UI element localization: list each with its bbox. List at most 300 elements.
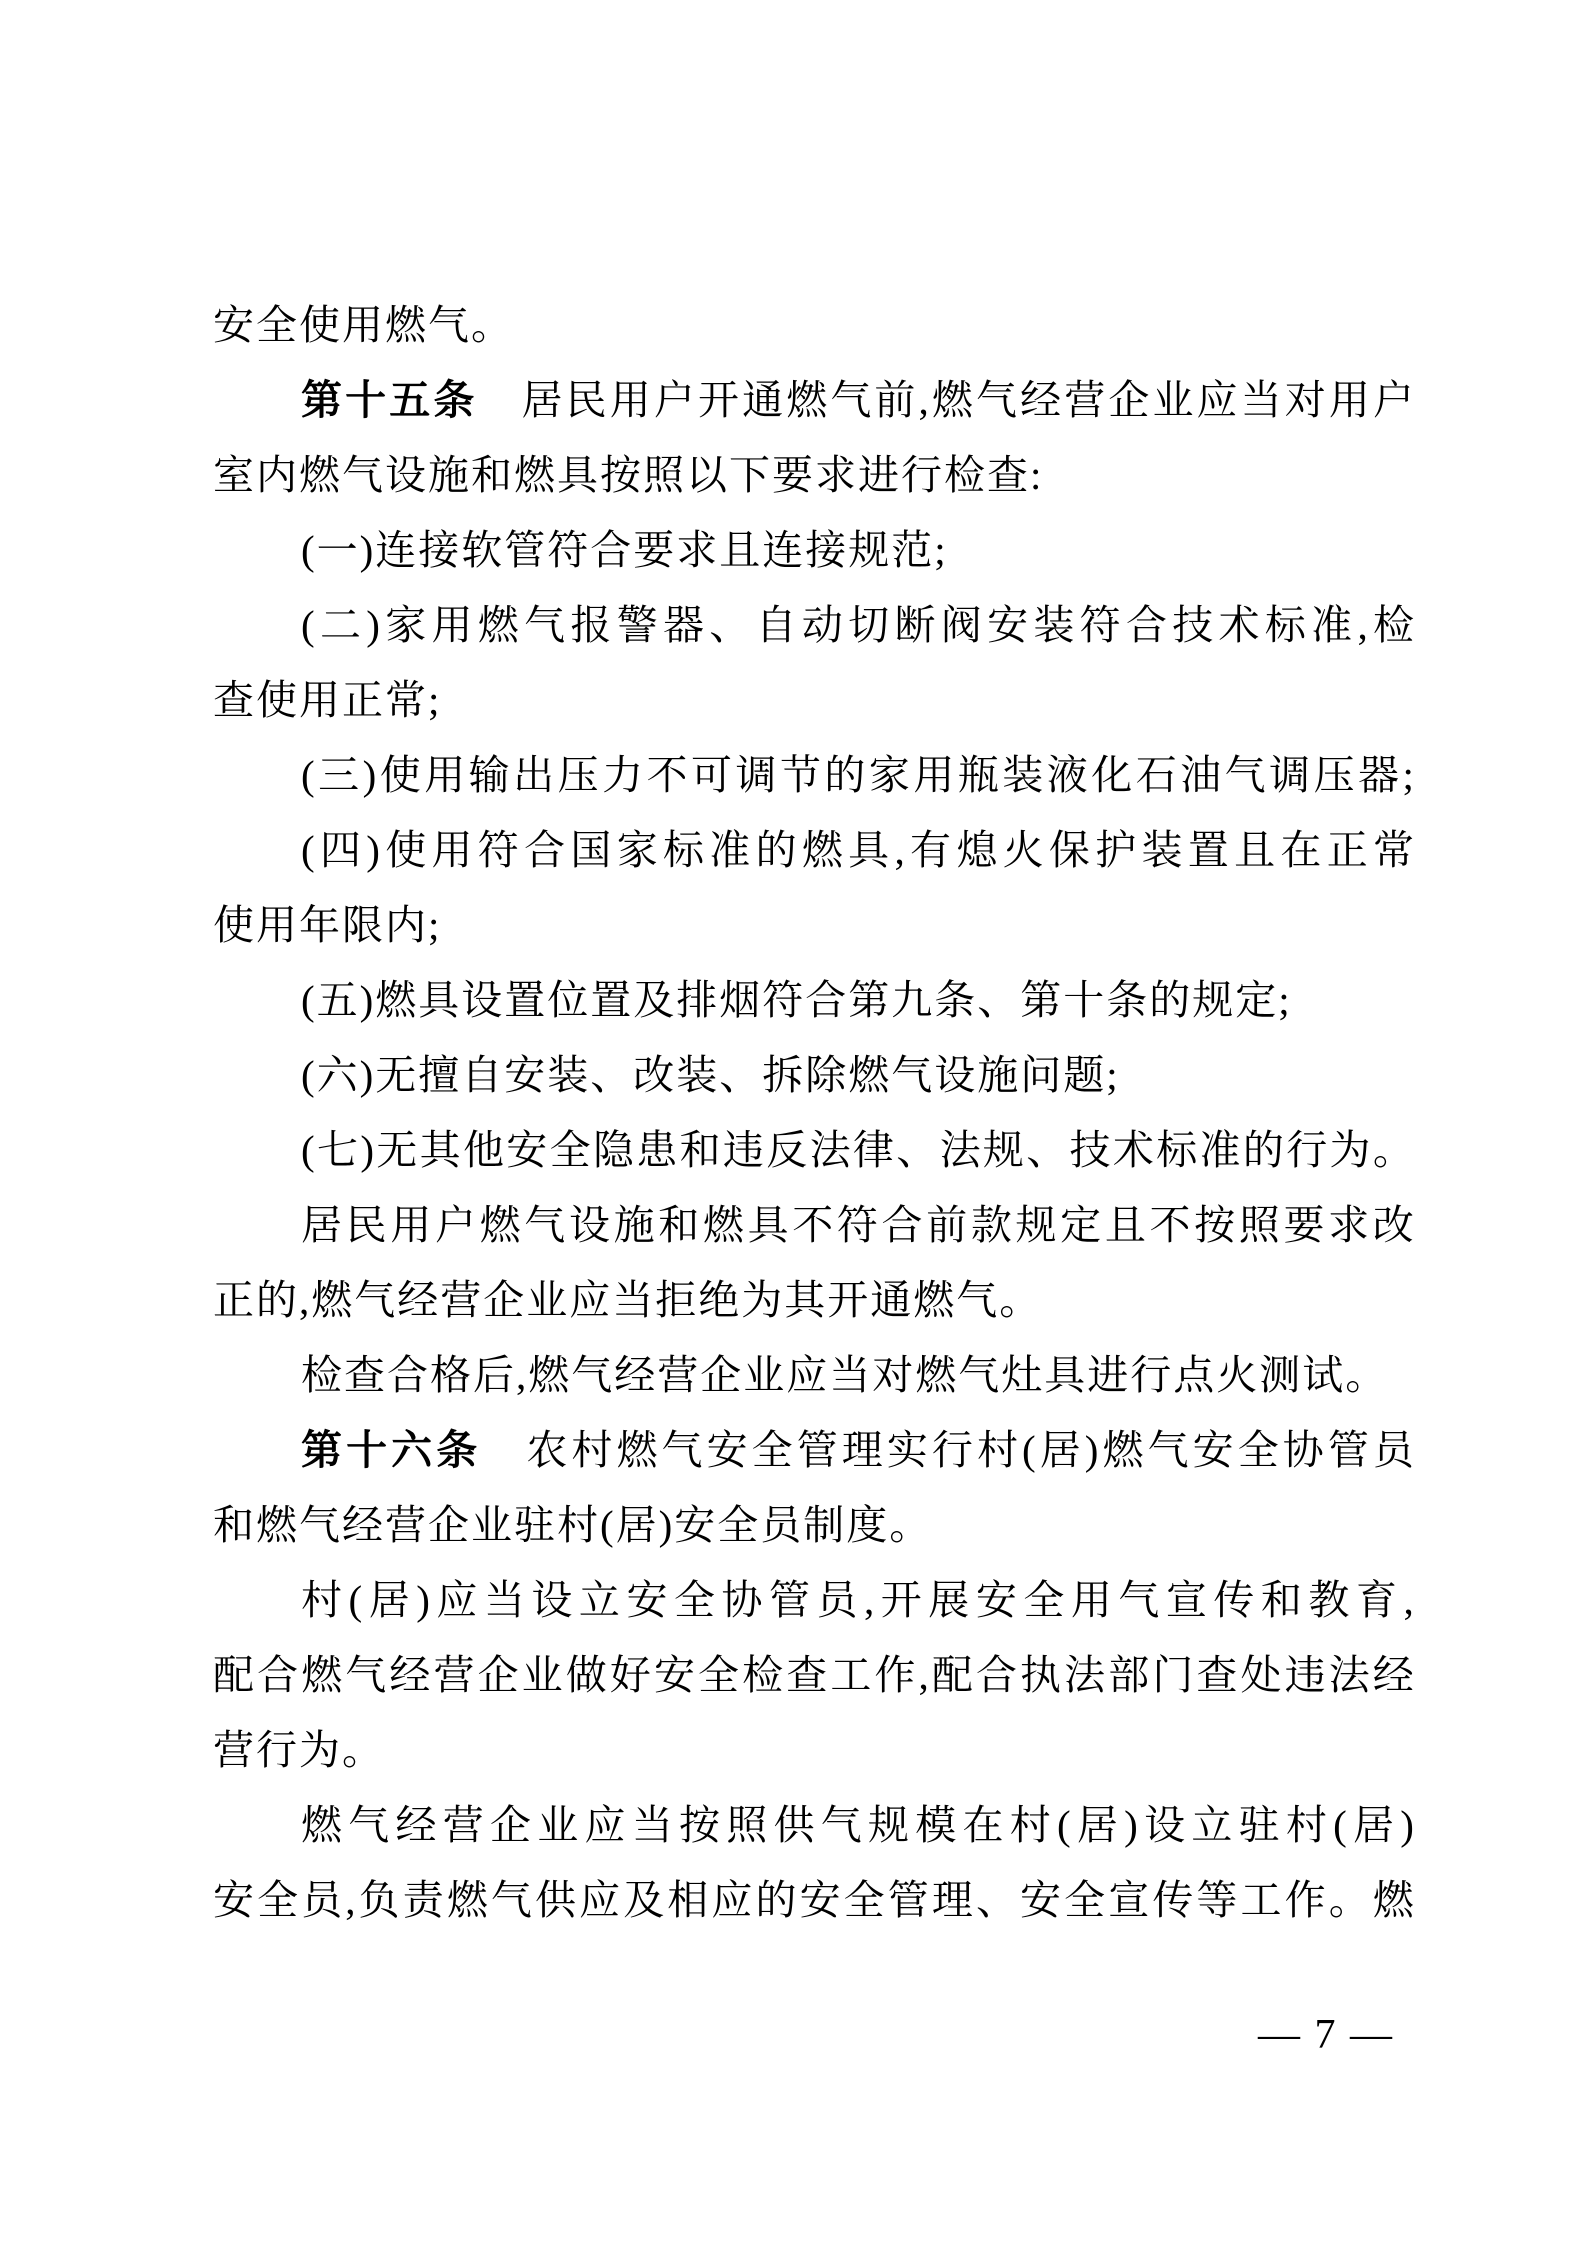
text-char: 使 [385,827,427,873]
text-char: 供 [773,1802,815,1848]
text-char: 安 [799,1877,841,1923]
text-char: 管 [887,1877,929,1923]
text-char: 应 [1196,377,1238,423]
text-char: 展 [928,1577,970,1623]
text-char: 检 [742,1652,784,1698]
text-line [213,1788,1414,1863]
text-char: 行 [1286,1127,1328,1173]
text-char: 符 [477,827,519,873]
text-char: 护 [1095,827,1137,873]
text-char: 宣 [1165,1577,1207,1623]
text-char: 业 [537,1802,579,1848]
text-char: 气 [1224,752,1266,798]
text-segment: 查使用正常; [213,677,442,723]
text-char: ) [362,752,377,798]
text-char: 应 [436,1577,478,1623]
text-char: 求 [1328,1202,1370,1248]
text-char: 民 [565,377,607,423]
text-char: 负 [358,1877,400,1923]
text-char: 全 [257,1877,299,1923]
text-char: 用 [609,377,651,423]
text-char: 力 [602,752,644,798]
text-char: 输 [468,752,510,798]
text-char: 居 [521,377,563,423]
text-line [213,363,1414,438]
text-char: 管 [768,1577,810,1623]
text-char: 技 [1172,602,1214,648]
text-char: 且 [1104,1202,1146,1248]
text-char: 器 [662,602,704,648]
text-char: 应 [579,1877,621,1923]
text-char: 安 [213,1877,254,1923]
text-line [213,1038,1414,1113]
text-char: 用 [390,1202,432,1248]
text-char: 企 [1108,377,1150,423]
text-char: 、 [975,1877,1017,1923]
text-char: 报 [570,602,612,648]
text-char: 技 [1069,1127,1111,1173]
text-char: 用 [424,752,466,798]
text-char: 液 [1046,752,1088,798]
text-char: 居 [1039,1427,1081,1473]
text-char: 四 [319,827,361,873]
text-char: 款 [970,1202,1012,1248]
text-char: 有 [910,827,952,873]
text-char: , [894,827,905,873]
text-char: 他 [462,1127,504,1173]
text-segment: (六)无擅自安装、改装、拆除燃气设施问题; [301,1052,1120,1098]
text-char: 调 [1269,752,1311,798]
text-char: 安 [506,1127,548,1173]
text-char: 户 [653,377,695,423]
text-char: 安 [1020,1877,1062,1923]
text-char: 家 [385,602,427,648]
text-char: 员 [301,1877,343,1923]
text-char: 责 [402,1877,444,1923]
page-number: — 7 — [1258,2012,1394,2058]
text-char: 立 [1191,1802,1233,1848]
text-char: 全 [698,1652,740,1698]
text-char: 不 [792,1202,834,1248]
text-char: 居 [1076,1802,1118,1848]
text-char: 律 [852,1127,894,1173]
text-line [213,1113,1414,1188]
text-char: 立 [578,1577,620,1623]
text-line [213,1863,1414,1938]
text-char: 营 [433,1652,475,1698]
text-line [213,663,1414,738]
text-char: 动 [801,602,843,648]
text-segment: 和燃气经营企业驻村(居)安全员制度。 [213,1502,933,1548]
text-char: 实 [886,1427,928,1473]
text-char: 合 [881,1202,923,1248]
text-line [213,1638,1414,1713]
text-char: 居 [301,1202,342,1248]
text-line [213,1563,1414,1638]
text-char: 气 [345,1652,387,1698]
text-char: ( [348,1577,363,1623]
text-char: ( [1022,1427,1036,1473]
text-char: 协 [1282,1427,1324,1473]
text-char: 村 [1009,1802,1051,1848]
text-char: , [918,1652,929,1698]
text-char: 经 [395,1802,437,1848]
text-char: 检 [1372,602,1414,648]
text-line [213,1338,1414,1413]
text-char: 置 [1187,827,1229,873]
text-char: 使 [379,752,421,798]
text-char: 经 [1372,1652,1414,1698]
article-number-char: 条 [436,1427,478,1473]
text-char: 当 [631,1802,673,1848]
text-char: ) [366,827,380,873]
text-char: 查 [786,1652,828,1698]
text-char: 改 [1372,1202,1414,1248]
text-char: 符 [1079,602,1121,648]
text-char: 。 [1372,1127,1414,1173]
text-char: ; [1402,752,1414,798]
text-char: 在 [962,1802,1004,1848]
text-char: 气 [348,1802,390,1848]
text-char: 家 [616,827,658,873]
text-char: 出 [513,752,555,798]
text-char: 具 [747,1202,789,1248]
text-char: 准 [709,827,751,873]
text-char: 居 [1352,1802,1394,1848]
text-char: 熄 [956,827,998,873]
text-char: 气 [1118,1577,1160,1623]
text-line [213,588,1414,663]
text-char: 应 [584,1802,626,1848]
text-char: 压 [1313,752,1355,798]
text-char: 工 [1240,1877,1282,1923]
page-footer [1196,2008,1456,2063]
text-char: 当 [1240,377,1282,423]
text-char: 瓶 [957,752,999,798]
text-char: 居 [368,1577,410,1623]
text-char: ( [1333,1802,1347,1848]
text-char: 、 [709,602,751,648]
text-char: 安 [706,1427,748,1473]
text-char: 石 [1135,752,1177,798]
text-char: 村 [301,1577,342,1623]
text-char: 宣 [1108,1877,1150,1923]
text-char: 燃 [801,827,843,873]
text-char: 燃 [616,1427,658,1473]
text-line [213,1413,1414,1488]
text-char: 隐 [592,1127,634,1173]
text-char: 理 [841,1427,883,1473]
text-char: 的 [824,752,866,798]
text-char: 阀 [940,602,982,648]
text-char: 燃 [1102,1427,1144,1473]
text-segment: 使用年限内; [213,902,442,948]
text-char: 处 [1240,1652,1282,1698]
text-char: 用 [431,602,473,648]
text-char: 前 [874,377,916,423]
text-char: 在 [1280,827,1322,873]
text-char: 工 [830,1652,872,1698]
text-char: 农 [526,1427,568,1473]
text-char: 准 [1311,602,1353,648]
text-char: 按 [1194,1202,1236,1248]
text-char: 术 [1112,1127,1154,1173]
text-char: , [1403,1577,1414,1623]
text-char: 违 [722,1127,764,1173]
text-char: 、 [1026,1127,1068,1173]
text-char: 燃 [301,1802,342,1848]
text-char: 作 [1284,1877,1326,1923]
text-char: 设 [1144,1802,1186,1848]
text-char: 村 [571,1427,613,1473]
text-char: 气 [661,1427,703,1473]
text-char: 当 [483,1577,525,1623]
text-char: 标 [662,827,704,873]
text-char: 协 [721,1577,763,1623]
text-char: 行 [931,1427,973,1473]
text-char: 全 [1237,1427,1279,1473]
text-char: 国 [570,827,612,873]
text-char: 应 [711,1877,753,1923]
text-char: 做 [565,1652,607,1698]
text-line [213,813,1414,888]
text-char: 自 [755,602,797,648]
text-char: 安 [626,1577,668,1623]
text-char: 燃 [786,377,828,423]
text-char: 模 [915,1802,957,1848]
text-line [213,963,1414,1038]
text-char: 教 [1308,1577,1350,1623]
text-segment: (五)燃具设置位置及排烟符合第九条、第十条的规定; [301,977,1292,1023]
text-char: 准 [1199,1127,1241,1173]
text-char: 气 [830,377,872,423]
text-char: , [1357,602,1368,648]
article-number-char: 五 [389,377,431,423]
text-char: 节 [779,752,821,798]
text-char: ) [416,1577,430,1623]
text-char: 用 [431,827,473,873]
text-char: 法 [939,1127,981,1173]
text-char: 配 [213,1652,254,1698]
text-char: 不 [646,752,688,798]
text-char: 七 [316,1127,358,1173]
text-char: 驻 [1238,1802,1280,1848]
text-char: ( [301,752,315,798]
text-line [213,288,1414,363]
text-char: 患 [636,1127,678,1173]
text-char: 村 [976,1427,1018,1473]
text-char: 反 [766,1127,808,1173]
text-char: 合 [257,1652,299,1698]
text-char: 合 [524,827,566,873]
text-char: 设 [568,1202,610,1248]
text-char: 户 [1372,377,1414,423]
text-char: 及 [623,1877,665,1923]
text-char: ) [360,1127,374,1173]
text-char: 照 [726,1802,768,1848]
text-char: 的 [1242,1127,1284,1173]
text-char: 无 [376,1127,418,1173]
text-char: 传 [1152,1877,1194,1923]
text-char: 的 [755,827,797,873]
text-char: 法 [1064,1652,1106,1698]
text-char: 燃 [479,1202,521,1248]
text-char: 合 [975,1652,1017,1698]
text-char: 管 [796,1427,838,1473]
text-char: 育 [1355,1577,1397,1623]
text-segment: 检查合格后,燃气经营企业应当对燃气灶具进行点火测试。 [301,1352,1389,1398]
text-char: 设 [531,1577,573,1623]
text-char: , [345,1877,356,1923]
text-char: 员 [816,1577,858,1623]
text-char: 规 [868,1802,909,1848]
text-char: 全 [1023,1577,1065,1623]
text-char: 理 [931,1877,973,1923]
text-char: ) [366,602,380,648]
text-segment: 安全使用燃气。 [213,302,514,348]
text-char: 切 [848,602,890,648]
text-char: 企 [490,1802,531,1848]
text-char: 安 [987,602,1029,648]
text-char: 和 [658,1202,700,1248]
text-char: 安 [975,1577,1017,1623]
text-char: 全 [673,1577,715,1623]
text-segment: 营行为。 [213,1727,385,1773]
text-char [477,363,518,438]
text-char: 不 [1149,1202,1191,1248]
text-char: 为 [1329,1127,1371,1173]
text-char [481,1413,522,1488]
text-char: 营 [442,1802,484,1848]
text-char: 器 [1358,752,1400,798]
text-char: 化 [1091,752,1133,798]
text-char: 油 [1180,752,1222,798]
text-char: 等 [1196,1877,1238,1923]
text-line [213,438,1414,513]
text-char: 气 [490,1877,532,1923]
text-char: 法 [809,1127,851,1173]
text-char: 装 [1002,752,1044,798]
text-char: 调 [735,752,777,798]
text-char: 配 [931,1652,973,1698]
text-segment: (一)连接软管符合要求且连接规范; [301,527,948,573]
text-char: 气 [1147,1427,1189,1473]
text-char: 规 [982,1127,1024,1173]
text-char: 、 [896,1127,938,1173]
text-char: 可 [691,752,732,798]
text-char: 具 [848,827,890,873]
text-line [213,738,1414,813]
text-char: 民 [345,1202,387,1248]
text-char: 营 [1064,377,1106,423]
text-char: 定 [1060,1202,1102,1248]
text-char: 经 [1020,377,1062,423]
text-char: 用 [913,752,955,798]
text-char: 执 [1020,1652,1062,1698]
text-char: 断 [894,602,936,648]
text-char: , [864,1577,875,1623]
text-char: 的 [755,1877,797,1923]
text-char: 用 [1070,1577,1112,1623]
text-char: 开 [697,377,739,423]
article-number-char: 十 [345,377,387,423]
text-char: 标 [1156,1127,1198,1173]
text-char: 对 [1284,377,1326,423]
text-char: 管 [1327,1427,1369,1473]
text-char: 符 [836,1202,878,1248]
text-char: ( [301,1127,315,1173]
text-char: ) [1084,1427,1099,1473]
text-char: 燃 [931,377,973,423]
text-char: 燃 [477,602,519,648]
text-char: 燃 [702,1202,744,1248]
text-char: 安 [653,1652,695,1698]
text-char: 三 [318,752,360,798]
text-char: 村 [1285,1802,1327,1848]
text-char: 业 [1152,377,1194,423]
text-char: 好 [609,1652,651,1698]
text-char: ( [1057,1802,1071,1848]
text-char: 装 [1141,827,1183,873]
article-number-char: 第 [301,1427,342,1473]
text-char: 经 [389,1652,431,1698]
text-char: 前 [926,1202,968,1248]
text-char: 气 [976,377,1017,423]
article-number-char: 第 [301,377,342,423]
text-char: 照 [1238,1202,1280,1248]
text-char: 户 [434,1202,476,1248]
text-char: 企 [477,1652,519,1698]
text-char: 标 [1264,602,1306,648]
text-char: 要 [1283,1202,1325,1248]
text-char: 燃 [301,1652,343,1698]
text-char: 法 [1328,1652,1370,1698]
text-char: 其 [419,1127,461,1173]
text-char: 气 [524,1202,566,1248]
text-char: 气 [820,1802,862,1848]
text-char: 火 [1002,827,1044,873]
text-char: 二 [319,602,361,648]
text-char: 规 [1015,1202,1057,1248]
text-char: 安 [1192,1427,1234,1473]
text-char: 相 [667,1877,709,1923]
text-char: 用 [1328,377,1370,423]
text-char: 传 [1213,1577,1255,1623]
text-char: 按 [679,1802,720,1848]
text-char: 全 [549,1127,591,1173]
text-char: 施 [613,1202,655,1248]
text-char: 且 [1234,827,1276,873]
text-char: 员 [1372,1427,1414,1473]
text-char: 家 [868,752,910,798]
text-char: 部 [1108,1652,1150,1698]
article-number-char: 六 [391,1427,433,1473]
text-char: 和 [1260,1577,1302,1623]
text-char: , [918,377,929,423]
text-line [213,1488,1414,1563]
text-line [213,1263,1414,1338]
text-char: 违 [1284,1652,1326,1698]
text-char: 燃 [1372,1877,1414,1923]
text-char: 装 [1033,602,1075,648]
text-char: 作 [874,1652,916,1698]
text-char: ) [1400,1802,1414,1848]
text-char: 全 [1064,1877,1106,1923]
text-char: 供 [535,1877,576,1923]
text-line [213,888,1414,963]
text-char: 燃 [446,1877,488,1923]
text-char: 合 [1125,602,1167,648]
